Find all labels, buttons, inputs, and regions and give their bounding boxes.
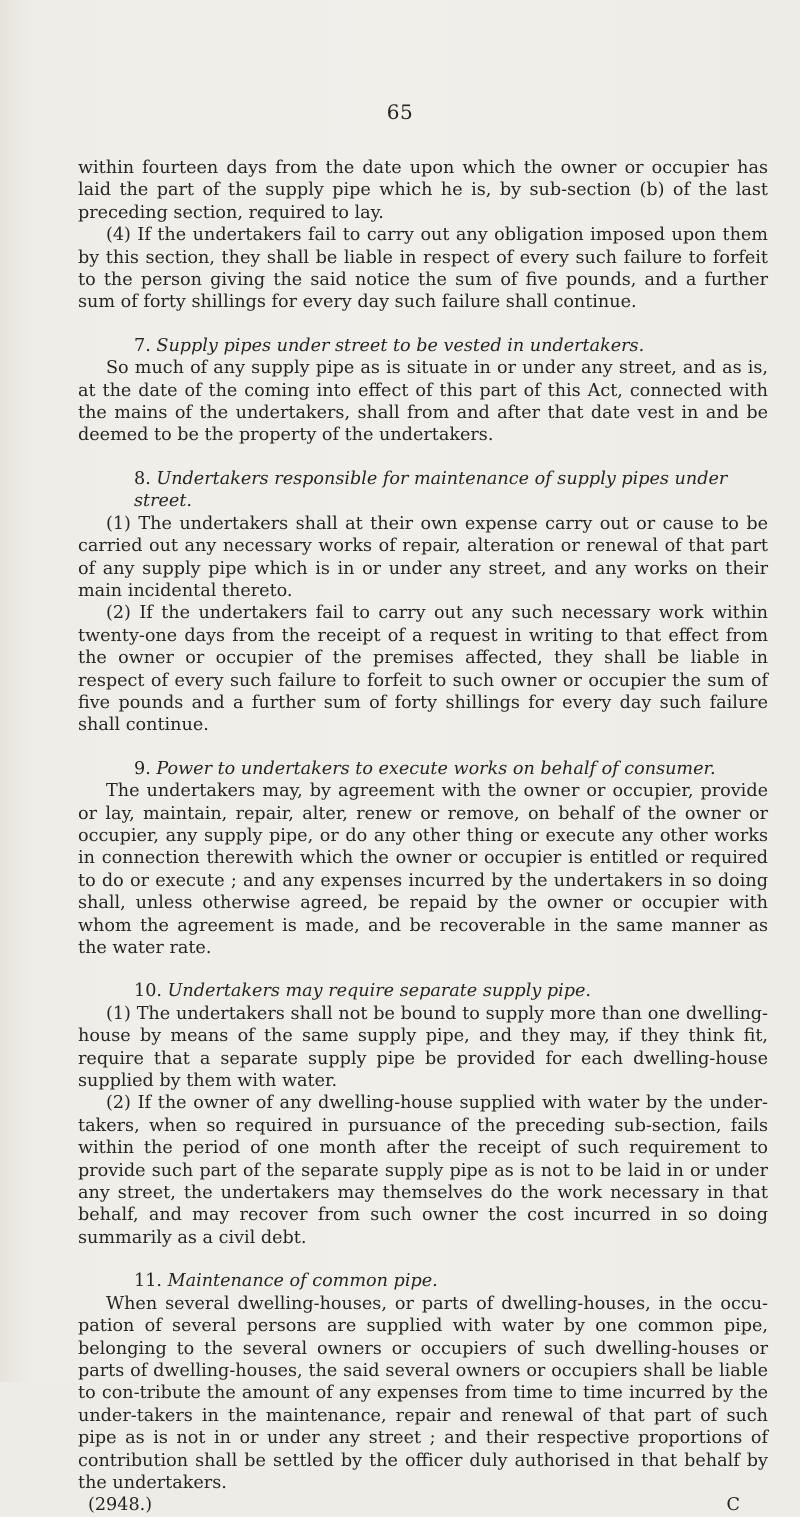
section-8-heading bbox=[78, 468, 768, 513]
section-11-heading bbox=[78, 1270, 768, 1292]
page-number: 65 bbox=[386, 100, 414, 124]
section-7-heading bbox=[78, 335, 768, 357]
section-8-subsection-2: (2) If the undertakers fail to carry out any such necessary work within twenty-one days from the receipt of a request in writing to that effect from the owner or occupier of the premises affected, they shall be liable in respect of every such failure to forfeit to such owner or occupier the sum of five pounds and a further sum of forty shillings for every day such failure shall continue. bbox=[78, 603, 768, 736]
section-8-title: Undertakers responsible for maintenance of supply pipes under street. bbox=[134, 468, 728, 512]
section-9-number: 9. bbox=[134, 758, 151, 779]
section-11-title: Maintenance of common pipe. bbox=[167, 1271, 438, 1292]
section-10-heading bbox=[78, 980, 768, 1002]
body-text bbox=[78, 157, 768, 1517]
section-9-heading bbox=[78, 758, 768, 780]
section-8-number: 8. bbox=[134, 468, 151, 489]
signature-mark: C bbox=[726, 1495, 740, 1516]
section-11-number: 11. bbox=[134, 1271, 162, 1292]
section-10-number: 10. bbox=[134, 981, 162, 1002]
section-7-number: 7. bbox=[134, 335, 151, 356]
section-9-title: Power to undertakers to execute works on behalf of consumer. bbox=[156, 758, 716, 779]
section-11-text: When several dwelling-houses, or parts of dwelling-houses, in the occu-pation of several persons are supplied with water by one common pipe, belonging to the several owners or occupiers of such dwelling-houses or parts of dwelling-houses, the said several owners or occupiers shall be liable to con-tribute the amount of any expenses from time to time incurred by the under-takers in the maintenance, repair and renewal of that part of such pipe as is not in or under any street ; and their respective proportions of contribution shall be settled by the officer duly authorised in that behalf by the undertakers. bbox=[78, 1293, 768, 1493]
section-8-subsection-1: (1) The undertakers shall at their own expense carry out or cause to be carried out any necessary works of repair, alteration or renewal of that part of any supply pipe which is in or under any street, and any works on their main incidental thereto. bbox=[78, 513, 768, 601]
paragraph-subsection-4: (4) If the undertakers fail to carry out any obligation imposed upon them by this section, they shall be liable in respect of every such failure to forfeit to the person giving the said notice the sum of five pounds, and a further sum of forty shillings for every day such failure shall continue. bbox=[78, 225, 768, 313]
paragraph-continuation: within fourteen days from the date upon which the owner or occupier has laid the part of the supply pipe which he is, by sub-section (b) of the last preceding section, required to lay. bbox=[78, 158, 768, 223]
print-code: (2948.) bbox=[88, 1495, 153, 1516]
section-10-subsection-1: (1) The undertakers shall not be bound to supply more than one dwelling-house by means of the same supply pipe, and they may, if they think fit, require that a separate supply pipe be provided for each dwelling-house supplied by them with water. bbox=[78, 1003, 768, 1092]
section-10-title: Undertakers may require separate supply pipe. bbox=[167, 981, 592, 1002]
section-7-title: Supply pipes under street to be vested in undertakers. bbox=[156, 335, 645, 356]
section-7-text: So much of any supply pipe as is situate in or under any street, and as is, at the date of the coming into effect of this part of this Act, connected with the mains of the undertakers, shall from and after that date vest in and be deemed to be the property of the undertakers. bbox=[78, 358, 768, 446]
section-10-subsection-2: (2) If the owner of any dwelling-house supplied with water by the under-takers, when so required in pursuance of the preceding sub-section, fails within the period of one month after the receipt of such requirement to provide such part of the separate supply pipe as is not to be laid in or under any street, the undertakers may themselves do the work necessary in that behalf, and may recover from such owner the cost incurred in so doing summarily as a civil debt. bbox=[78, 1093, 768, 1248]
page-footer bbox=[78, 1494, 768, 1516]
section-9-text: The undertakers may, by agreement with the owner or occupier, provide or lay, maintain, repair, alter, renew or remove, on behalf of the owner or occupier, any supply pipe, or do any other thing or execute any other works in connection therewith which the owner or occupier is entitled or required to do or execute ; and any expenses incurred by the undertakers in so doing shall, unless otherwise agreed, be repaid by the owner or occupier with whom the agreement is made, and be recoverable in the same manner as the water rate. bbox=[78, 781, 768, 958]
